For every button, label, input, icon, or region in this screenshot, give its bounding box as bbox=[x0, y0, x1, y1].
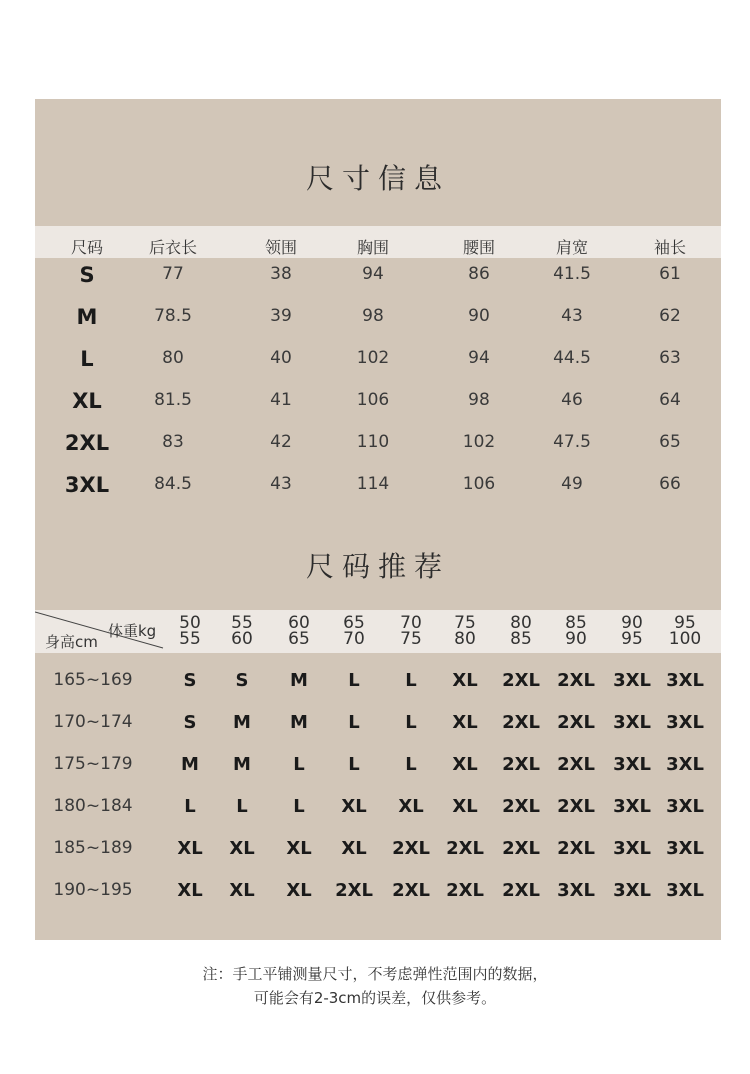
recommended-size: XL bbox=[229, 880, 255, 901]
recommended-size: 2XL bbox=[446, 880, 484, 901]
recommended-size: L bbox=[184, 796, 196, 817]
recommended-size: 2XL bbox=[502, 796, 540, 817]
weight-range-top: 65 bbox=[343, 613, 365, 633]
height-axis-label: 身高cm bbox=[45, 633, 98, 651]
size-info-cell: 78.5 bbox=[154, 306, 192, 326]
size-info-cell: 83 bbox=[162, 432, 184, 452]
recommended-size: 3XL bbox=[613, 754, 651, 775]
recommended-size: XL bbox=[341, 796, 367, 817]
recommended-size: M bbox=[290, 712, 308, 733]
recommended-size: S bbox=[183, 712, 197, 733]
weight-range-bottom: 80 bbox=[454, 629, 476, 649]
size-info-cell: 77 bbox=[162, 264, 184, 284]
recommended-size: XL bbox=[177, 880, 203, 901]
size-label: S bbox=[79, 263, 95, 287]
recommended-size: XL bbox=[452, 754, 478, 775]
recommended-size: L bbox=[405, 754, 417, 775]
recommended-size: L bbox=[348, 754, 360, 775]
size-info-cell: 61 bbox=[659, 264, 681, 284]
recommended-size: L bbox=[405, 712, 417, 733]
weight-range-bottom: 75 bbox=[400, 629, 422, 649]
size-info-cell: 81.5 bbox=[154, 390, 192, 410]
size-info-cell: 90 bbox=[468, 306, 490, 326]
size-info-cell: 102 bbox=[462, 432, 496, 452]
recommended-size: 3XL bbox=[666, 880, 704, 901]
size-info-cell: 94 bbox=[362, 264, 384, 284]
size-info-cell: 41 bbox=[270, 390, 292, 410]
size-info-cell: 49 bbox=[561, 474, 583, 494]
weight-range-bottom: 100 bbox=[668, 629, 702, 649]
recommended-size: XL bbox=[452, 796, 478, 817]
size-info-cell: 106 bbox=[462, 474, 496, 494]
size-info-cell: 102 bbox=[356, 348, 390, 368]
size-info-cell: 86 bbox=[468, 264, 490, 284]
size-info-cell: 43 bbox=[270, 474, 292, 494]
size-info-cell: 41.5 bbox=[553, 264, 591, 284]
weight-range-bottom: 85 bbox=[510, 629, 532, 649]
height-range: 180~184 bbox=[53, 796, 133, 816]
recommended-size: M bbox=[233, 712, 251, 733]
recommended-size: 2XL bbox=[557, 838, 595, 859]
size-info-header-cell: 后衣长 bbox=[148, 238, 198, 257]
recommended-size: L bbox=[236, 796, 248, 817]
recommended-size: XL bbox=[229, 838, 255, 859]
height-range: 185~189 bbox=[53, 838, 133, 858]
recommended-size: XL bbox=[177, 838, 203, 859]
weight-range-top: 90 bbox=[621, 613, 643, 633]
note-line-2: 可能会有2-3cm的误差，仅供参考。 bbox=[253, 989, 497, 1007]
recommended-size: M bbox=[290, 670, 308, 691]
recommended-size: 2XL bbox=[557, 796, 595, 817]
weight-range-top: 95 bbox=[674, 613, 696, 633]
recommend-header-band bbox=[35, 610, 721, 653]
recommended-size: XL bbox=[452, 712, 478, 733]
recommended-size: L bbox=[405, 670, 417, 691]
recommended-size: 2XL bbox=[335, 880, 373, 901]
recommended-size: 3XL bbox=[666, 838, 704, 859]
weight-range-bottom: 90 bbox=[565, 629, 587, 649]
weight-axis-label: 体重kg bbox=[108, 622, 157, 640]
recommended-size: 2XL bbox=[502, 880, 540, 901]
recommended-size: 2XL bbox=[557, 754, 595, 775]
recommended-size: 3XL bbox=[613, 880, 651, 901]
recommended-size: S bbox=[235, 670, 249, 691]
recommended-size: XL bbox=[398, 796, 424, 817]
size-info-cell: 98 bbox=[362, 306, 384, 326]
size-info-cell: 65 bbox=[659, 432, 681, 452]
recommend-title: 尺码推荐 bbox=[305, 550, 450, 583]
recommended-size: S bbox=[183, 670, 197, 691]
size-info-header-cell: 尺码 bbox=[70, 238, 104, 257]
recommended-size: XL bbox=[452, 670, 478, 691]
weight-range-top: 70 bbox=[400, 613, 422, 633]
recommended-size: 2XL bbox=[557, 712, 595, 733]
size-info-header-cell: 胸围 bbox=[356, 238, 390, 257]
recommended-size: XL bbox=[341, 838, 367, 859]
size-info-header-cell: 袖长 bbox=[653, 238, 687, 257]
size-info-cell: 106 bbox=[356, 390, 390, 410]
recommended-size: 3XL bbox=[613, 838, 651, 859]
size-info-cell: 38 bbox=[270, 264, 292, 284]
height-range: 170~174 bbox=[53, 712, 133, 732]
recommended-size: XL bbox=[286, 880, 312, 901]
size-info-cell: 64 bbox=[659, 390, 681, 410]
recommended-size: L bbox=[293, 796, 305, 817]
size-info-cell: 39 bbox=[270, 306, 292, 326]
note-line-1: 注：手工平铺测量尺寸，不考虑弹性范围内的数据， bbox=[202, 965, 548, 983]
size-info-header-cell: 腰围 bbox=[462, 238, 496, 257]
size-info-cell: 84.5 bbox=[154, 474, 192, 494]
size-info-cell: 94 bbox=[468, 348, 490, 368]
height-range: 175~179 bbox=[53, 754, 133, 774]
size-info-cell: 43 bbox=[561, 306, 583, 326]
recommended-size: 2XL bbox=[446, 838, 484, 859]
recommended-size: 3XL bbox=[666, 754, 704, 775]
size-info-cell: 66 bbox=[659, 474, 681, 494]
size-info-header-band bbox=[35, 226, 721, 258]
size-info-cell: 80 bbox=[162, 348, 184, 368]
weight-range-bottom: 70 bbox=[343, 629, 365, 649]
recommended-size: 2XL bbox=[502, 838, 540, 859]
size-label: 3XL bbox=[64, 473, 110, 497]
recommended-size: 2XL bbox=[392, 880, 430, 901]
recommended-size: 3XL bbox=[666, 796, 704, 817]
recommended-size: 3XL bbox=[666, 712, 704, 733]
size-info-header-cell: 肩宽 bbox=[555, 238, 589, 257]
recommended-size: XL bbox=[286, 838, 312, 859]
size-info-cell: 114 bbox=[356, 474, 390, 494]
size-label: XL bbox=[72, 389, 102, 413]
recommended-size: M bbox=[181, 754, 199, 775]
size-label: M bbox=[76, 305, 98, 329]
height-range: 165~169 bbox=[53, 670, 133, 690]
size-info-cell: 40 bbox=[270, 348, 292, 368]
size-info-cell: 110 bbox=[356, 432, 390, 452]
recommended-size: 3XL bbox=[613, 670, 651, 691]
size-info-cell: 62 bbox=[659, 306, 681, 326]
height-range: 190~195 bbox=[53, 880, 133, 900]
weight-range-bottom: 55 bbox=[179, 629, 201, 649]
recommended-size: 2XL bbox=[392, 838, 430, 859]
size-info-title: 尺寸信息 bbox=[305, 162, 450, 195]
size-info-cell: 46 bbox=[561, 390, 583, 410]
recommended-size: 3XL bbox=[666, 670, 704, 691]
recommended-size: 3XL bbox=[557, 880, 595, 901]
weight-range-top: 75 bbox=[454, 613, 476, 633]
recommended-size: 3XL bbox=[613, 796, 651, 817]
size-info-cell: 98 bbox=[468, 390, 490, 410]
recommended-size: 3XL bbox=[613, 712, 651, 733]
weight-range-top: 50 bbox=[179, 613, 201, 633]
size-info-header-cell: 领围 bbox=[264, 238, 298, 257]
weight-range-top: 55 bbox=[231, 613, 253, 633]
weight-range-top: 85 bbox=[565, 613, 587, 633]
size-label: 2XL bbox=[64, 431, 110, 455]
size-info-cell: 63 bbox=[659, 348, 681, 368]
recommended-size: 2XL bbox=[502, 670, 540, 691]
size-info-cell: 47.5 bbox=[553, 432, 591, 452]
recommended-size: L bbox=[348, 712, 360, 733]
recommended-size: L bbox=[348, 670, 360, 691]
recommended-size: 2XL bbox=[502, 754, 540, 775]
size-chart-panel bbox=[35, 99, 721, 940]
weight-range-bottom: 65 bbox=[288, 629, 310, 649]
weight-range-bottom: 60 bbox=[231, 629, 253, 649]
size-info-cell: 42 bbox=[270, 432, 292, 452]
recommended-size: 2XL bbox=[502, 712, 540, 733]
size-label: L bbox=[80, 347, 94, 371]
recommended-size: L bbox=[293, 754, 305, 775]
recommended-size: M bbox=[233, 754, 251, 775]
weight-range-top: 60 bbox=[288, 613, 310, 633]
size-info-cell: 44.5 bbox=[553, 348, 591, 368]
recommended-size: 2XL bbox=[557, 670, 595, 691]
weight-range-top: 80 bbox=[510, 613, 532, 633]
weight-range-bottom: 95 bbox=[621, 629, 643, 649]
